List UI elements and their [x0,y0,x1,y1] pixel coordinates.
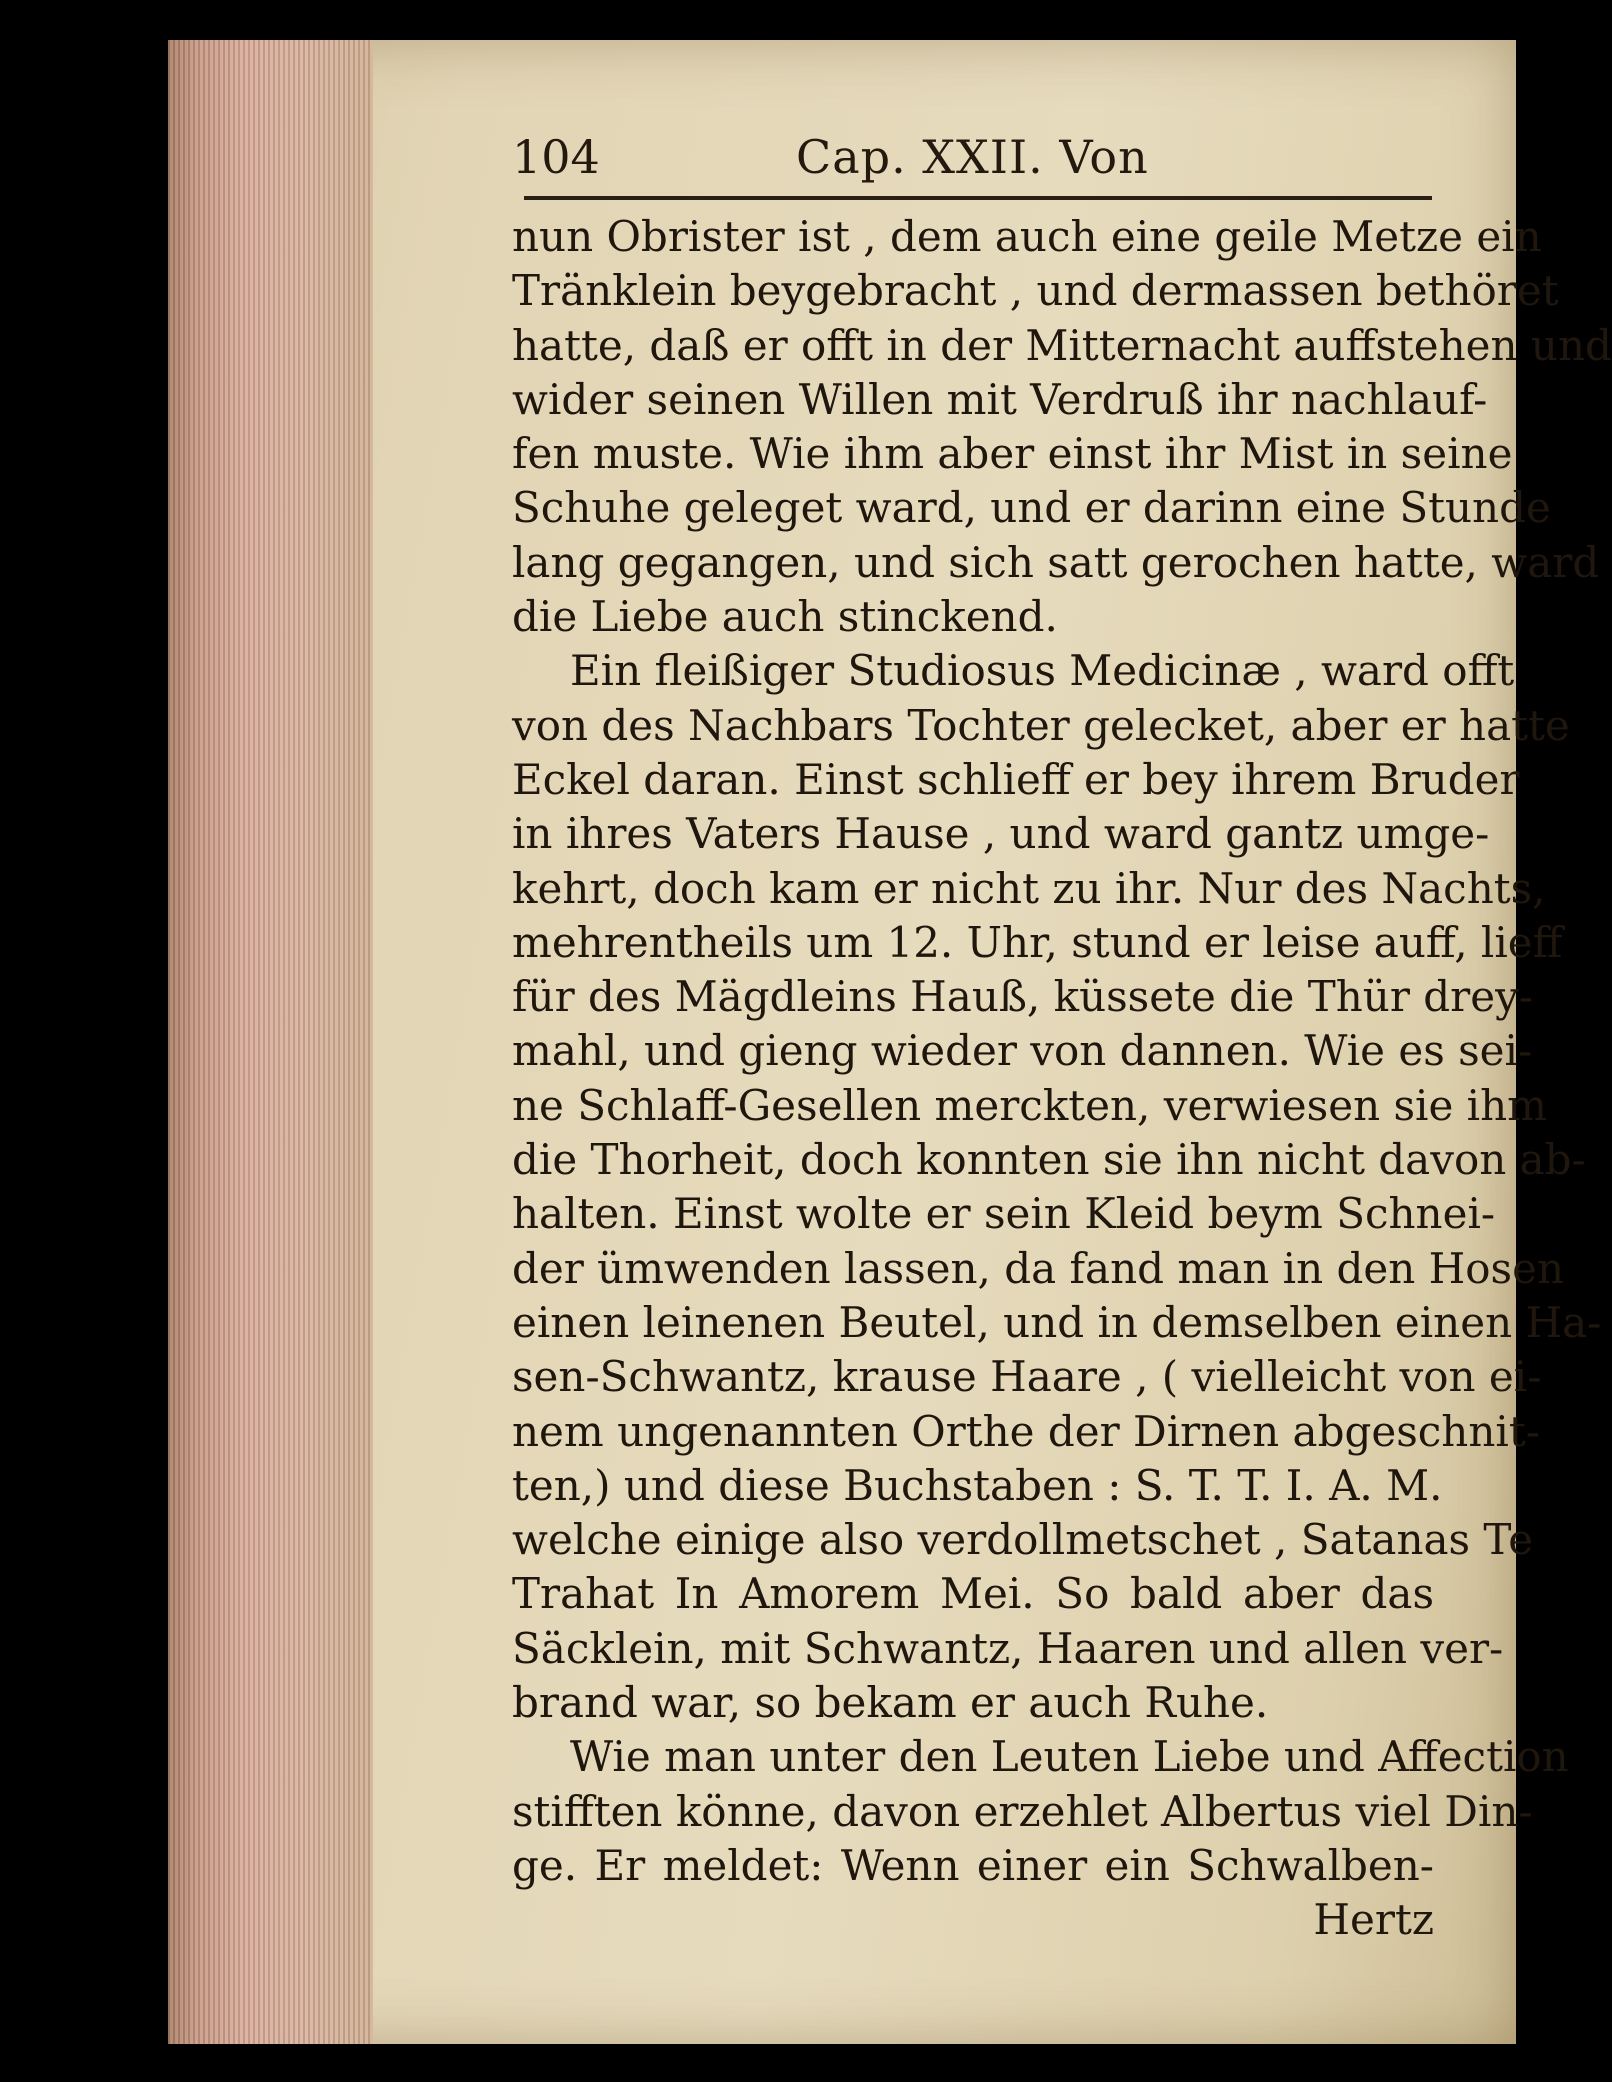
page-edge [168,40,373,2044]
text-line: kehrt, doch kam er nicht zu ihr. Nur des Nachts, [512,863,1546,913]
text-line: Wie man unter den Leuten Liebe und Affection [570,1732,1569,1782]
text-line: mahl, und gieng wieder von dannen. Wie es sei- [512,1026,1533,1076]
text-line: Säcklein, mit Schwantz, Haaren und allen ver- [512,1623,1504,1673]
text-line: lang gegangen, und sich satt gerochen hatte, ward [512,537,1600,587]
text-line: brand war, so bekam er auch Ruhe. [512,1678,1269,1728]
text-line: die Thorheit, doch konnten sie ihn nicht davon ab- [512,1135,1586,1185]
text-line: Trahat In Amorem Mei. So bald aber das [512,1569,1434,1619]
header-rule [524,196,1432,200]
text-line: von des Nachbars Tochter gelecket, aber er hatte [512,700,1570,750]
text-line: einen leinenen Beutel, und in demselben einen Ha- [512,1297,1602,1347]
text-line: nem ungenannten Orthe der Dirnen abgeschnit- [512,1406,1540,1456]
body-text [512,210,1612,1948]
text-line: in ihres Vaters Hause , und ward gantz umge- [512,809,1490,859]
text-line: Tränklein beygebracht , und dermassen bethöret [512,266,1559,316]
running-head: Cap. XXII. Von [796,130,1149,184]
text-line: die Liebe auch stinckend. [512,592,1058,642]
text-line: welche einige also verdollmetschet , Satanas Te [512,1515,1534,1565]
text-line: nun Obrister ist , dem auch eine geile Metze ein [512,212,1542,261]
text-line: ne Schlaff-Gesellen merckten, verwiesen sie ihm [512,1080,1547,1130]
text-line: ge. Er meldet: Wenn einer ein Schwalben- [512,1840,1434,1890]
text-line: der ümwenden lassen, da fand man in den Hosen [512,1243,1564,1293]
text-line: Schuhe geleget ward, und er darinn eine Stunde [512,483,1551,533]
text-line: fen muste. Wie ihm aber einst ihr Mist in seine [512,429,1513,479]
text-line: hatte, daß er offt in der Mitternacht auffstehen und [512,320,1612,370]
page-header [512,130,1432,190]
text-line: für des Mägdleins Hauß, küssete die Thür drey- [512,972,1533,1022]
text-line: Ein fleißiger Studiosus Medicinæ , ward offt [570,646,1515,696]
text-line: sen-Schwantz, krause Haare , ( vielleicht von ei- [512,1352,1542,1402]
text-line: mehrentheils um 12. Uhr, stund er leise auff, lieff [512,917,1563,967]
text-line: Eckel daran. Einst schlieff er bey ihrem Bruder [512,754,1520,804]
text-line: stifften könne, davon erzehlet Albertus viel Din- [512,1786,1533,1836]
catchword: Hertz [1313,1895,1434,1945]
text-line: wider seinen Willen mit Verdruß ihr nachlauf- [512,374,1488,424]
text-line: halten. Einst wolte er sein Kleid beym Schnei- [512,1189,1496,1239]
text-line: ten,) und diese Buchstaben : S. T. T. I. A. M. [512,1460,1443,1510]
page-number: 104 [512,130,600,184]
